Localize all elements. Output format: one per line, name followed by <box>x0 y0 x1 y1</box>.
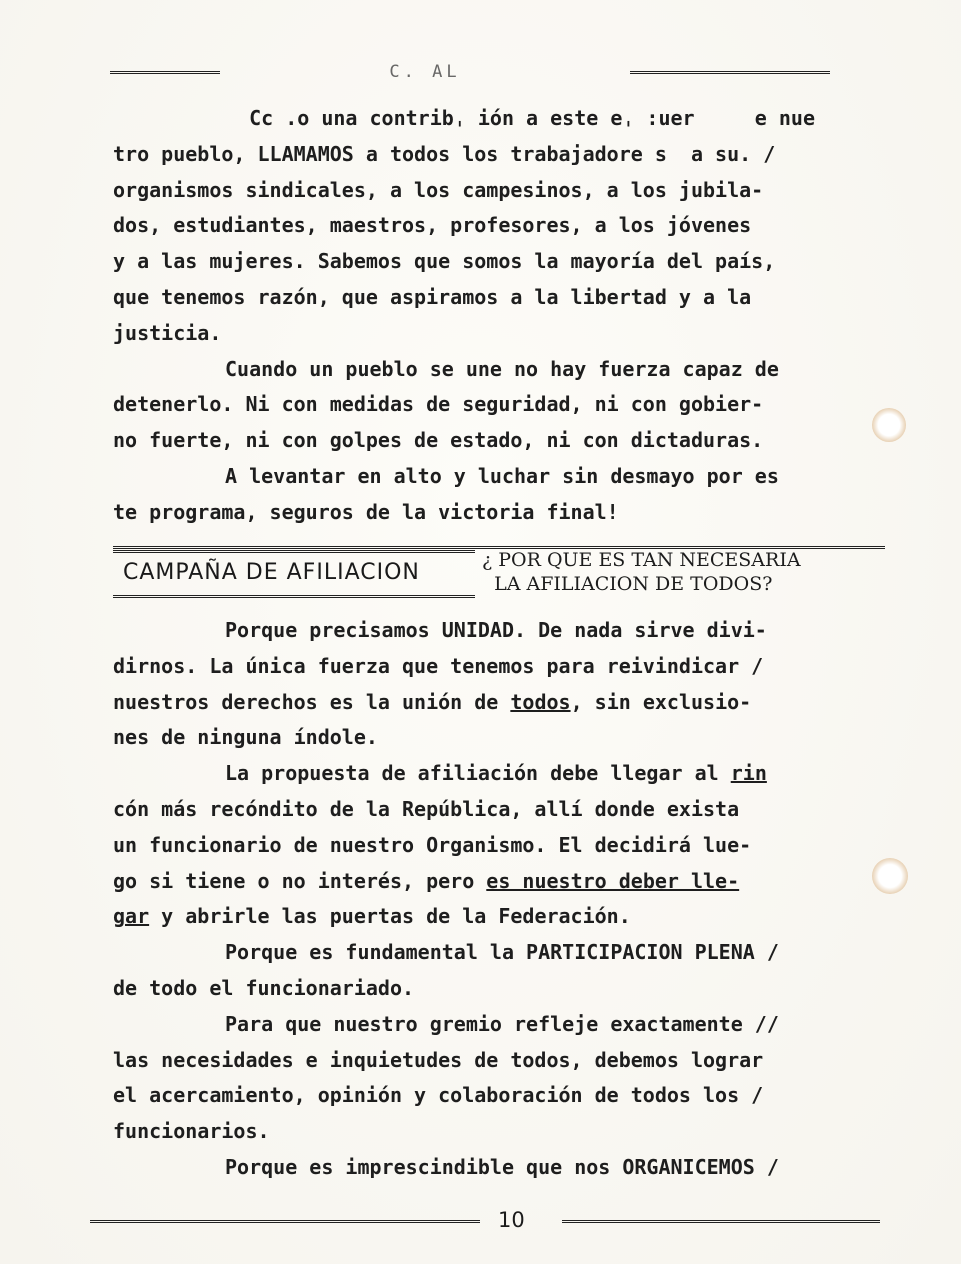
header-rule-left <box>110 71 220 74</box>
text-line: A levantar en alto y luchar sin desmayo por es <box>225 463 779 488</box>
text-line: dos, estudiantes, maestros, profesores, a los jóvenes <box>113 213 752 238</box>
question-mark: ¿ <box>482 549 493 571</box>
text-line: un funcionario de nuestro Organismo. El decidirá lue- <box>113 832 752 857</box>
text-line: Cuando un pueblo se une no hay fuerza capaz de <box>225 356 779 381</box>
underlined-text: es nuestro deber lle- <box>486 868 740 893</box>
text-line: detenerlo. Ni con medidas de seguridad, ni con gobier- <box>113 392 764 417</box>
page-header <box>110 60 830 84</box>
text-line: que tenemos razón, que aspiramos a la libertad y a la <box>113 284 752 309</box>
text-line: Porque es imprescindible que nos ORGANICEMOS / <box>225 1154 779 1179</box>
text-line: Cc .o una contribˌ ión a este eˌ :uer e nue <box>225 106 816 130</box>
text-line: no fuerte, ni con golpes de estado, ni con dictaduras. <box>113 428 764 453</box>
text-line: dirnos. La única fuerza que tenemos para reivindicar / <box>113 653 764 678</box>
section-question <box>482 548 801 596</box>
header-title: C. AL <box>389 62 461 82</box>
text-line: Porque precisamos UNIDAD. De nada sirve divi- <box>225 618 767 642</box>
text-segment: go si tiene o no interés, pero <box>113 868 487 893</box>
text-line: las necesidades e inquietudes de todos, debemos lograr <box>113 1047 764 1072</box>
page-number: 10 <box>498 1208 525 1232</box>
text-line: Porque es fundamental la PARTICIPACION PLENA / <box>225 940 779 965</box>
text-line <box>113 685 893 721</box>
text-line: cón más recóndito de la República, allí donde exista <box>113 796 740 821</box>
text-segment: y abrirle las puertas de la Federación. <box>149 904 631 929</box>
footer-rule-left <box>90 1220 480 1223</box>
text-segment: La propuesta de afiliación debe llegar al <box>225 761 731 786</box>
question-line-2: LA AFILIACION DE TODOS? <box>494 573 773 595</box>
text-line <box>113 756 893 792</box>
text-line <box>113 899 893 935</box>
text-line: organismos sindicales, a los campesinos, a los jubila- <box>113 177 764 202</box>
page-footer <box>90 1208 880 1238</box>
footer-rule-right <box>562 1220 880 1223</box>
text-line: Para que nuestro gremio refleje exactamente // <box>225 1011 779 1036</box>
text-segment: nuestros derechos es la unión de <box>113 689 511 714</box>
section-title: CAMPAÑA DE AFILIACION <box>123 560 420 585</box>
text-line: tro pueblo, LLAMAMOS a todos los trabajadore s a su. / <box>113 141 776 166</box>
question-line-1: POR QUE ES TAN NECESARIA <box>498 549 801 571</box>
top-text-block <box>113 101 893 531</box>
text-line <box>113 864 893 900</box>
underlined-text: rin <box>730 761 767 786</box>
underlined-text: gar <box>113 904 150 929</box>
text-line: nes de ninguna índole. <box>113 725 378 750</box>
text-line: justicia. <box>113 320 222 345</box>
section-heading-box <box>113 550 475 600</box>
text-line: te programa, seguros de la victoria final! <box>113 499 619 524</box>
underlined-text: todos <box>510 689 571 714</box>
bottom-text-block <box>113 613 893 1186</box>
text-line: de todo el funcionariado. <box>113 975 415 1000</box>
header-rule-right <box>630 71 830 74</box>
punch-hole-lower <box>872 858 908 894</box>
text-line: el acercamiento, opinión y colaboración de todos los / <box>113 1083 764 1108</box>
heading-rule-top <box>113 550 475 553</box>
text-line: y a las mujeres. Sabemos que somos la mayoría del país, <box>113 249 776 274</box>
heading-rule-bottom <box>113 595 475 598</box>
punch-hole-upper <box>872 408 906 442</box>
text-segment: , sin exclusio- <box>570 689 752 714</box>
text-line: funcionarios. <box>113 1119 270 1144</box>
